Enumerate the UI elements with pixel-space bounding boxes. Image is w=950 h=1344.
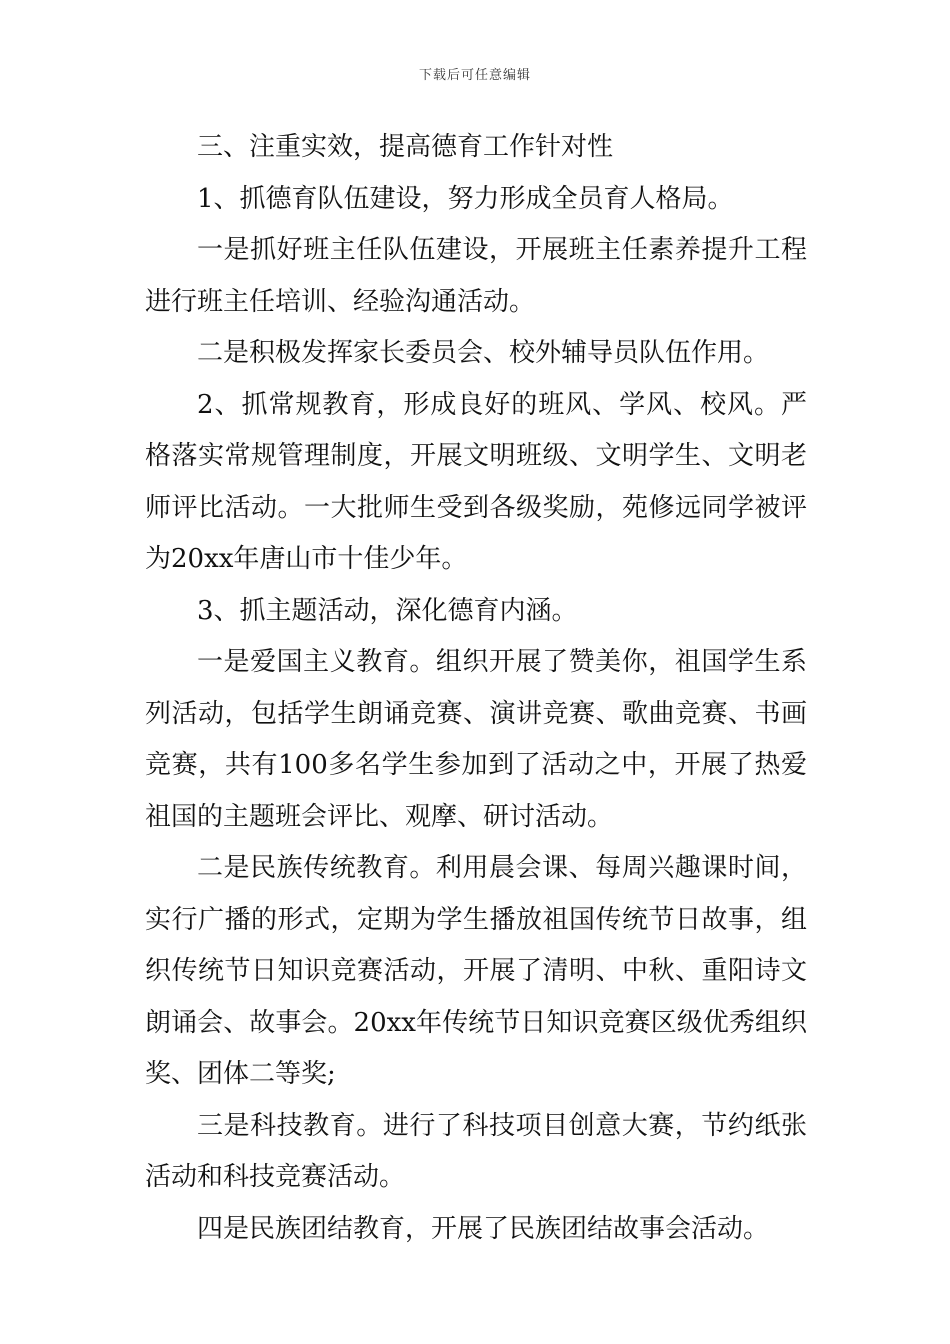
section-heading: 三、注重实效，提高德育工作针对性 xyxy=(197,132,614,162)
paragraph: 3、抓主题活动，深化德育内涵。 xyxy=(197,595,578,626)
paragraph: 二是民族传统教育。利用晨会课、每周兴趣课时间，实行广播的形式，定期为学生播放祖国传统节日故事，组织传统节日知识竞赛活动，开展了清明、中秋、重阳诗文朗诵会、故事会。20xx年传统节日知识竞赛区级优秀组织奖、团体二等奖; xyxy=(145,853,807,1089)
page-header-note: 下载后可任意编辑 xyxy=(418,68,531,83)
paragraph: 一是爱国主义教育。组织开展了赞美你，祖国学生系列活动，包括学生朗诵竞赛、演讲竞赛、歌曲竞赛、书画竞赛，共有100多名学生参加到了活动之中，开展了热爱祖国的主题班会评比、观摩、研讨活动。 xyxy=(145,647,807,832)
paragraph: 四是民族团结教育，开展了民族团结故事会活动。 xyxy=(197,1213,770,1244)
paragraph: 二是积极发挥家长委员会、校外辅导员队伍作用。 xyxy=(197,338,770,368)
paragraph: 2、抓常规教育，形成良好的班风、学风、校风。严格落实常规管理制度，开展文明班级、文明学生、文明老师评比活动。一大批师生受到各级奖励，苑修远同学被评为20xx年唐山市十佳少年。 xyxy=(145,389,807,574)
document-body xyxy=(145,122,807,1255)
paragraph: 一是抓好班主任队伍建设，开展班主任素养提升工程进行班主任培训、经验沟通活动。 xyxy=(145,235,807,317)
paragraph: 1、抓德育队伍建设，努力形成全员育人格局。 xyxy=(197,183,734,214)
paragraph: 三是科技教育。进行了科技项目创意大赛，节约纸张活动和科技竞赛活动。 xyxy=(145,1110,807,1192)
